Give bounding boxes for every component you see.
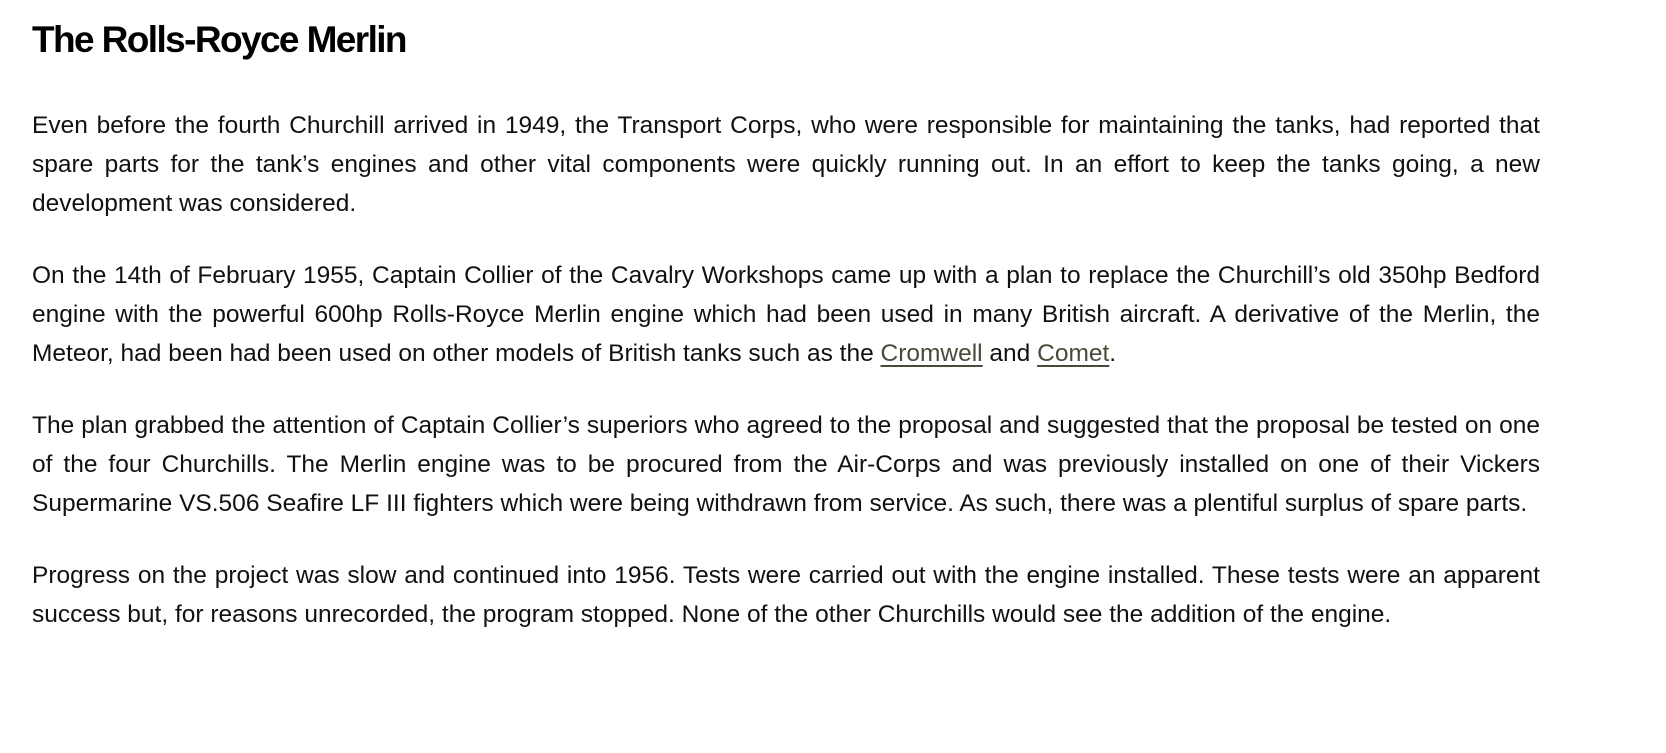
cromwell-link[interactable]: Cromwell (880, 340, 983, 367)
paragraph-2-text-end: . (1109, 340, 1117, 367)
paragraph-4: Progress on the project was slow and continued into 1956. Tests were carried out with the engine installed. These tests were an apparent success but, for reasons unrecorded, the program stopped. None of the other Churchills would see the addition of the engine. (32, 562, 1540, 628)
paragraph-2 (32, 256, 1540, 373)
article (32, 12, 1540, 667)
paragraph-3: The plan grabbed the attention of Captain Collier’s superiors who agreed to the proposal and suggested that the proposal be tested on one of the four Churchills. The Merlin engine was to be procured from the Air-Corps and was previously installed on one of their Vickers Supermarine VS.506 Seafire LF III fighters which were being withdrawn from service. As such, there was a plentiful surplus of spare parts. (32, 412, 1540, 517)
paragraph-2-text-and: and (982, 340, 1038, 367)
comet-link[interactable]: Comet (1037, 340, 1110, 367)
paragraph-1: Even before the fourth Churchill arrived in 1949, the Transport Corps, who were responsible for maintaining the tanks, had reported that spare parts for the tank’s engines and other vital components were quickly running out. In an effort to keep the tanks going, a new development was considered. (32, 112, 1540, 217)
paragraph-2-text-before: On the 14th of February 1955, Captain Collier of the Cavalry Workshops came up with a plan to replace the Churchill’s old 350hp Bedford engine with the powerful 600hp Rolls-Royce Merlin engine which had been used in many British aircraft. A derivative of the Merlin, the Meteor, had been had been used on other models of British tanks such as the (32, 262, 1540, 367)
article-title: The Rolls-Royce Merlin (32, 19, 406, 60)
